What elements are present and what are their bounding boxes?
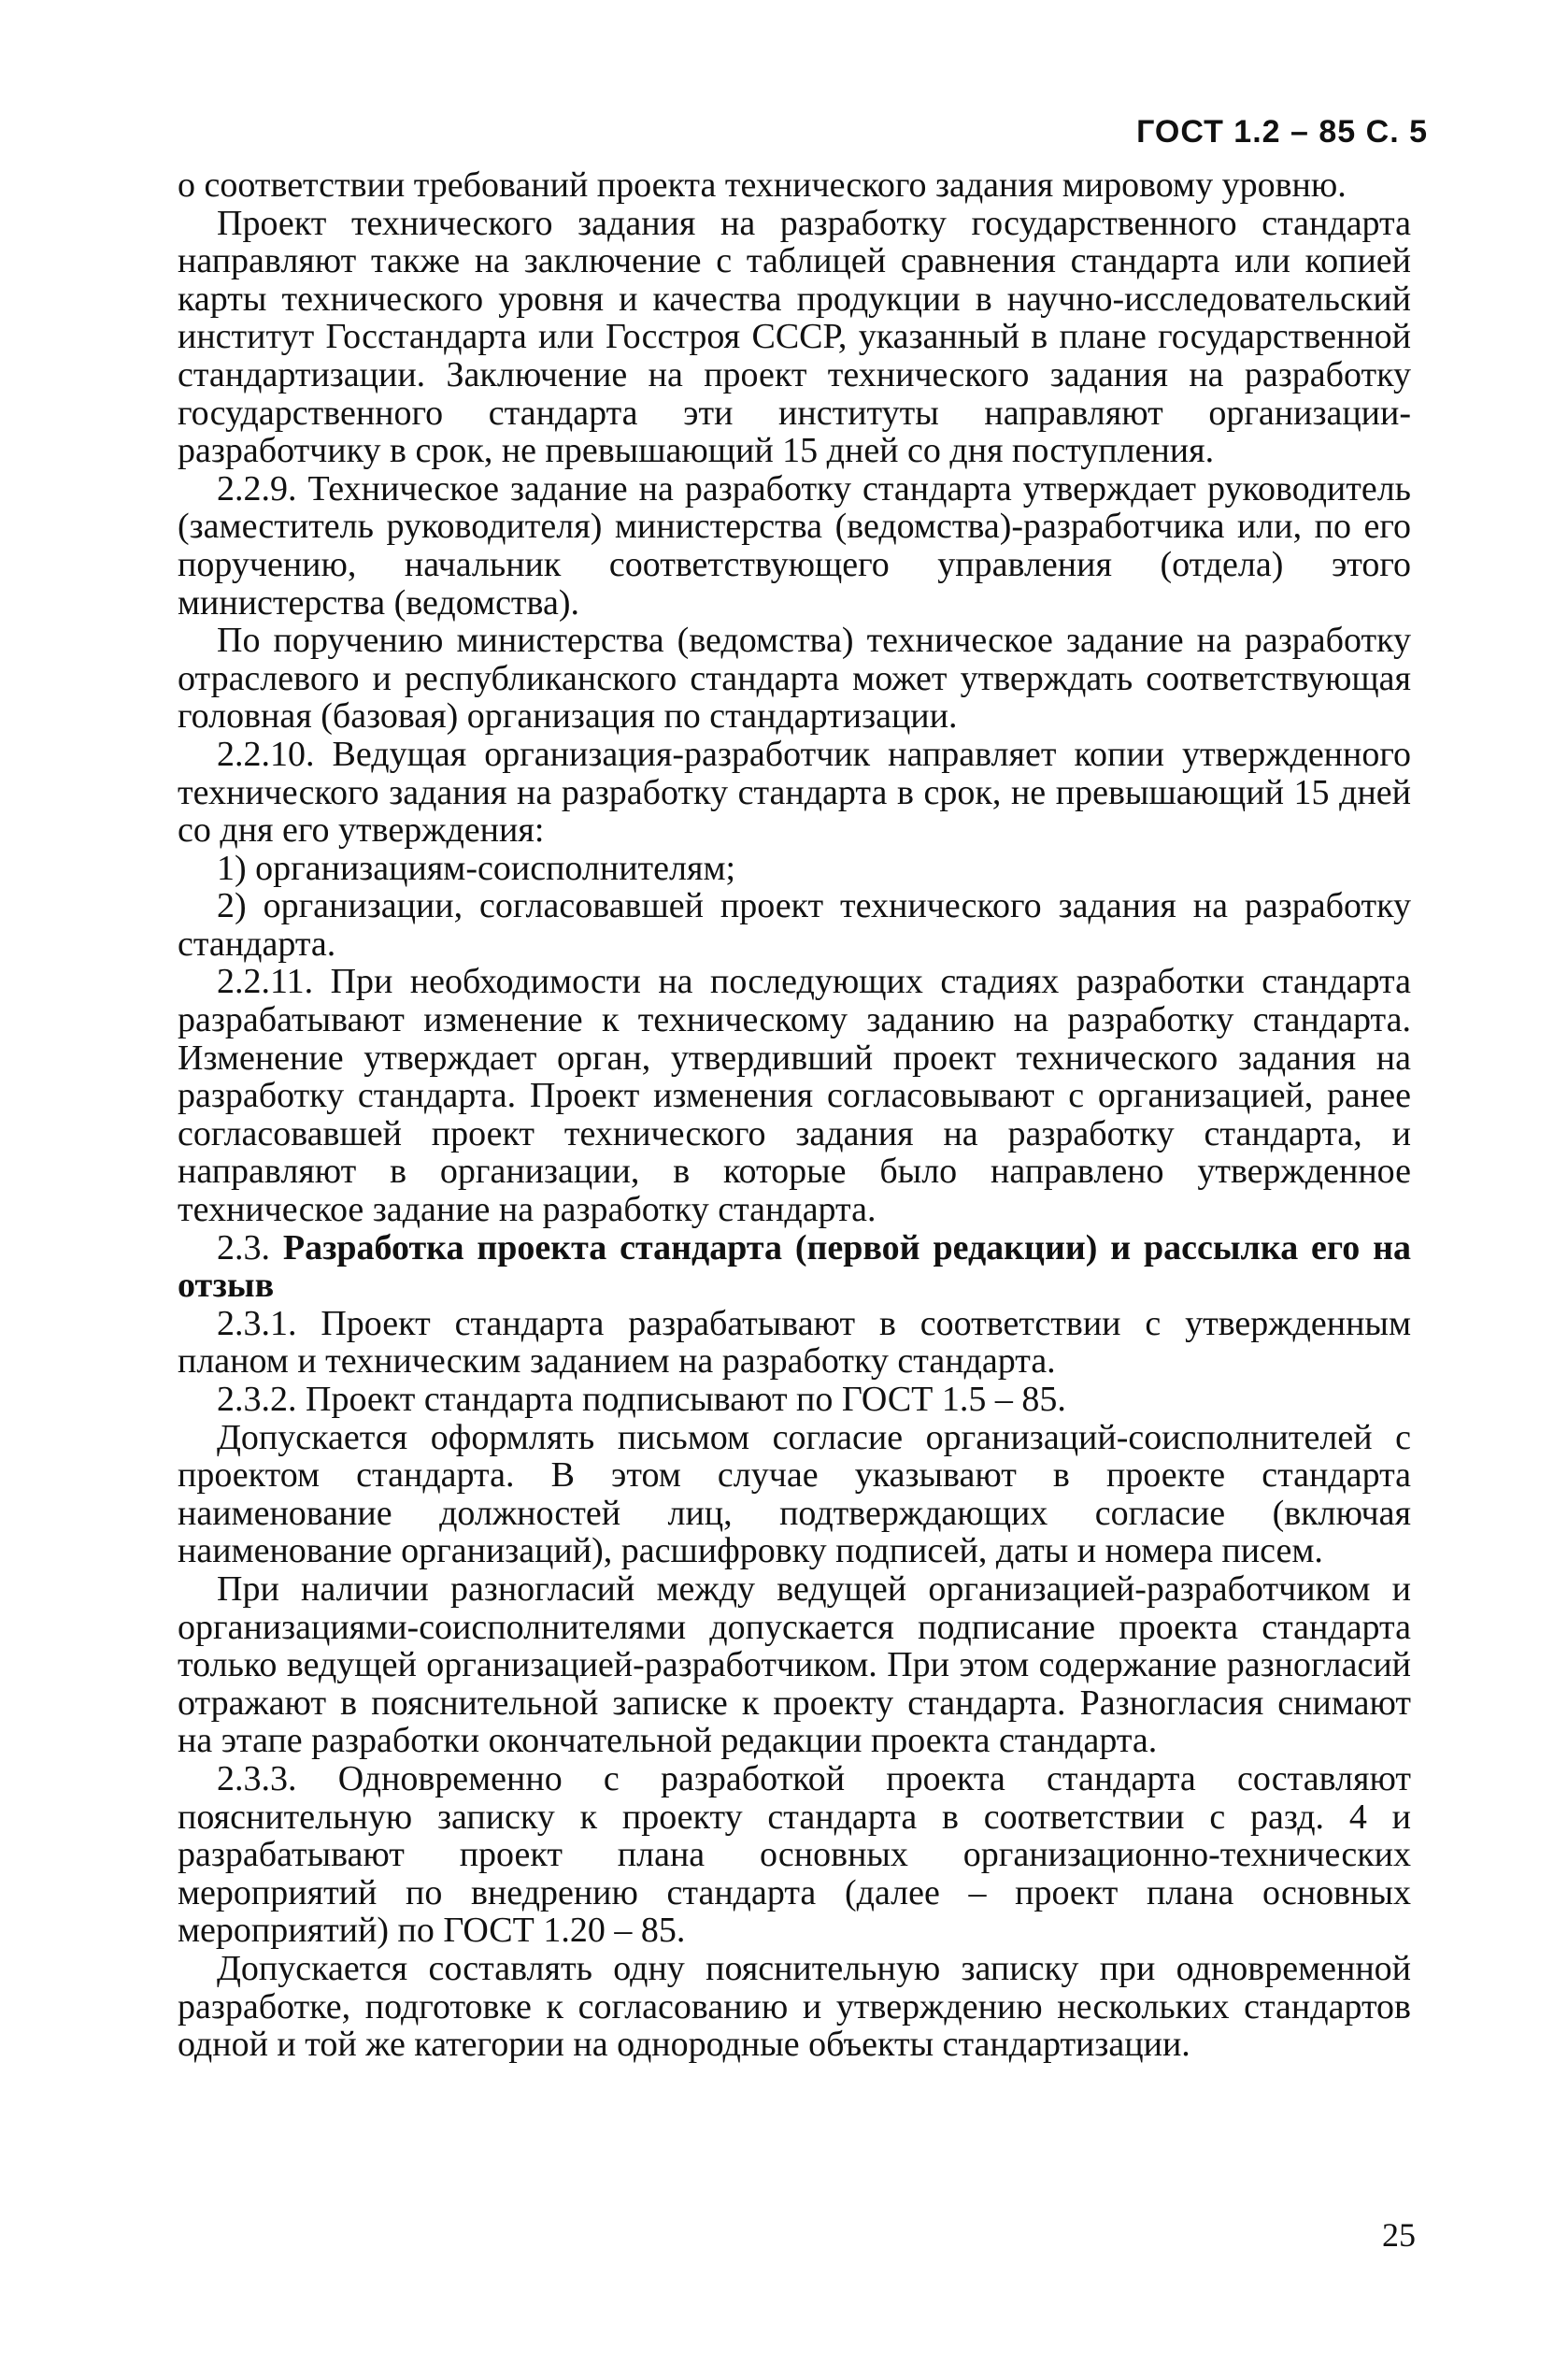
clause-2-3-3: 2.3.3. Одновременно с разработкой проекта стандарта составляют пояснительную записку к проекту стандарта в соответствии с разд. 4 и разрабатывают проект плана основных организационно-технических мероприятий по внедрению стандарта (далее – проект плана основных мероприятий) по ГОСТ 1.20 – 85.: [178, 1758, 1411, 1951]
running-header: ГОСТ 1.2 – 85 С. 5: [1136, 114, 1428, 150]
clause-2-3-1: 2.3.1. Проект стандарта разрабатывают в соответствии с утвержденным планом и техническим заданием на разработку стандарта.: [178, 1303, 1411, 1382]
section-number: 2.3.: [217, 1227, 270, 1267]
list-item: 1) организациям-соисполнителям;: [217, 848, 736, 888]
list-item: 2) организации, согласовавшей проект технического задания на разработку стандарта.: [178, 886, 1411, 964]
clause-2-2-9: 2.2.9. Техническое задание на разработку стандарта утверждает руководитель (заместитель руководителя) министерства (ведомства)-разработчика или, по его поручению, начальник соответствующего управления (отдела) этого министерства (ведомства).: [178, 468, 1411, 623]
clause-2-2-10: 2.2.10. Ведущая организация-разработчик направляет копии утвержденного технического задания на разработку стандарта в срок, не превышающий 15 дней со дня его утверждения:: [178, 734, 1411, 851]
section-title: Разработка проекта стандарта (первой редакции) и рассылка его на отзыв: [178, 1227, 1411, 1306]
clause-2-2-11: 2.2.11. При необходимости на последующих стадиях разработки стандарта разрабатывают изменение к техническому заданию на разработку стандарта. Изменение утверждает орган, утвердивший проект технического задания на разработку стандарта. Проект изменения согласовывают с организацией, ранее согласовавшей проект технического задания на разработку стандарта, и направляют в организации, в которые было направлено утвержденное техническое задание на разработку стандарта.: [178, 962, 1411, 1230]
page-number: 25: [1382, 2216, 1416, 2254]
paragraph: При наличии разногласий между ведущей организацией-разработчиком и организациями-соисполнителями допускается подписание проекта стандарта только ведущей организацией-разработчиком. При этом содержание разногласий отражают в пояснительной записке к проекту стандарта. Разногласия снимают на этапе разработки окончательной редакции проекта стандарта.: [178, 1568, 1411, 1761]
paragraph: Проект технического задания на разработку государственного стандарта направляют также на заключение с таблицей сравнения стандарта или копией карты технического уровня и качества продукции в научно-исследовательский институт Госстандарта или Госстроя СССР, указанный в плане государственной стандартизации. Заключение на проект технического задания на разработку государственного стандарта эти институты направляют организации-разработчику в срок, не превышающий 15 дней со дня поступления.: [178, 203, 1411, 471]
paragraph: Допускается оформлять письмом согласие организаций-соисполнителей с проектом стандарта. В этом случае указывают в проекте стандарта наименование должностей лиц, подтверждающих согласие (включая наименование организаций), расшифровку подписей, даты и номера писем.: [178, 1417, 1411, 1571]
paragraph: о соответствии требований проекта технического задания мировому уровню.: [178, 165, 1347, 205]
paragraph: По поручению министерства (ведомства) техническое задание на разработку отраслевого и республиканского стандарта может утверждать соответствующая головная (базовая) организация по стандартизации.: [178, 621, 1411, 737]
section-heading-2-3: [178, 1229, 1411, 1305]
paragraph: Допускается составлять одну пояснительную записку при одновременной разработке, подготовке к согласованию и утверждению нескольких стандартов одной и той же категории на однородные объекты стандартизации.: [178, 1948, 1411, 2065]
document-body: [178, 166, 1411, 2064]
clause-2-3-2: 2.3.2. Проект стандарта подписывают по ГОСТ 1.5 – 85.: [217, 1380, 1066, 1419]
